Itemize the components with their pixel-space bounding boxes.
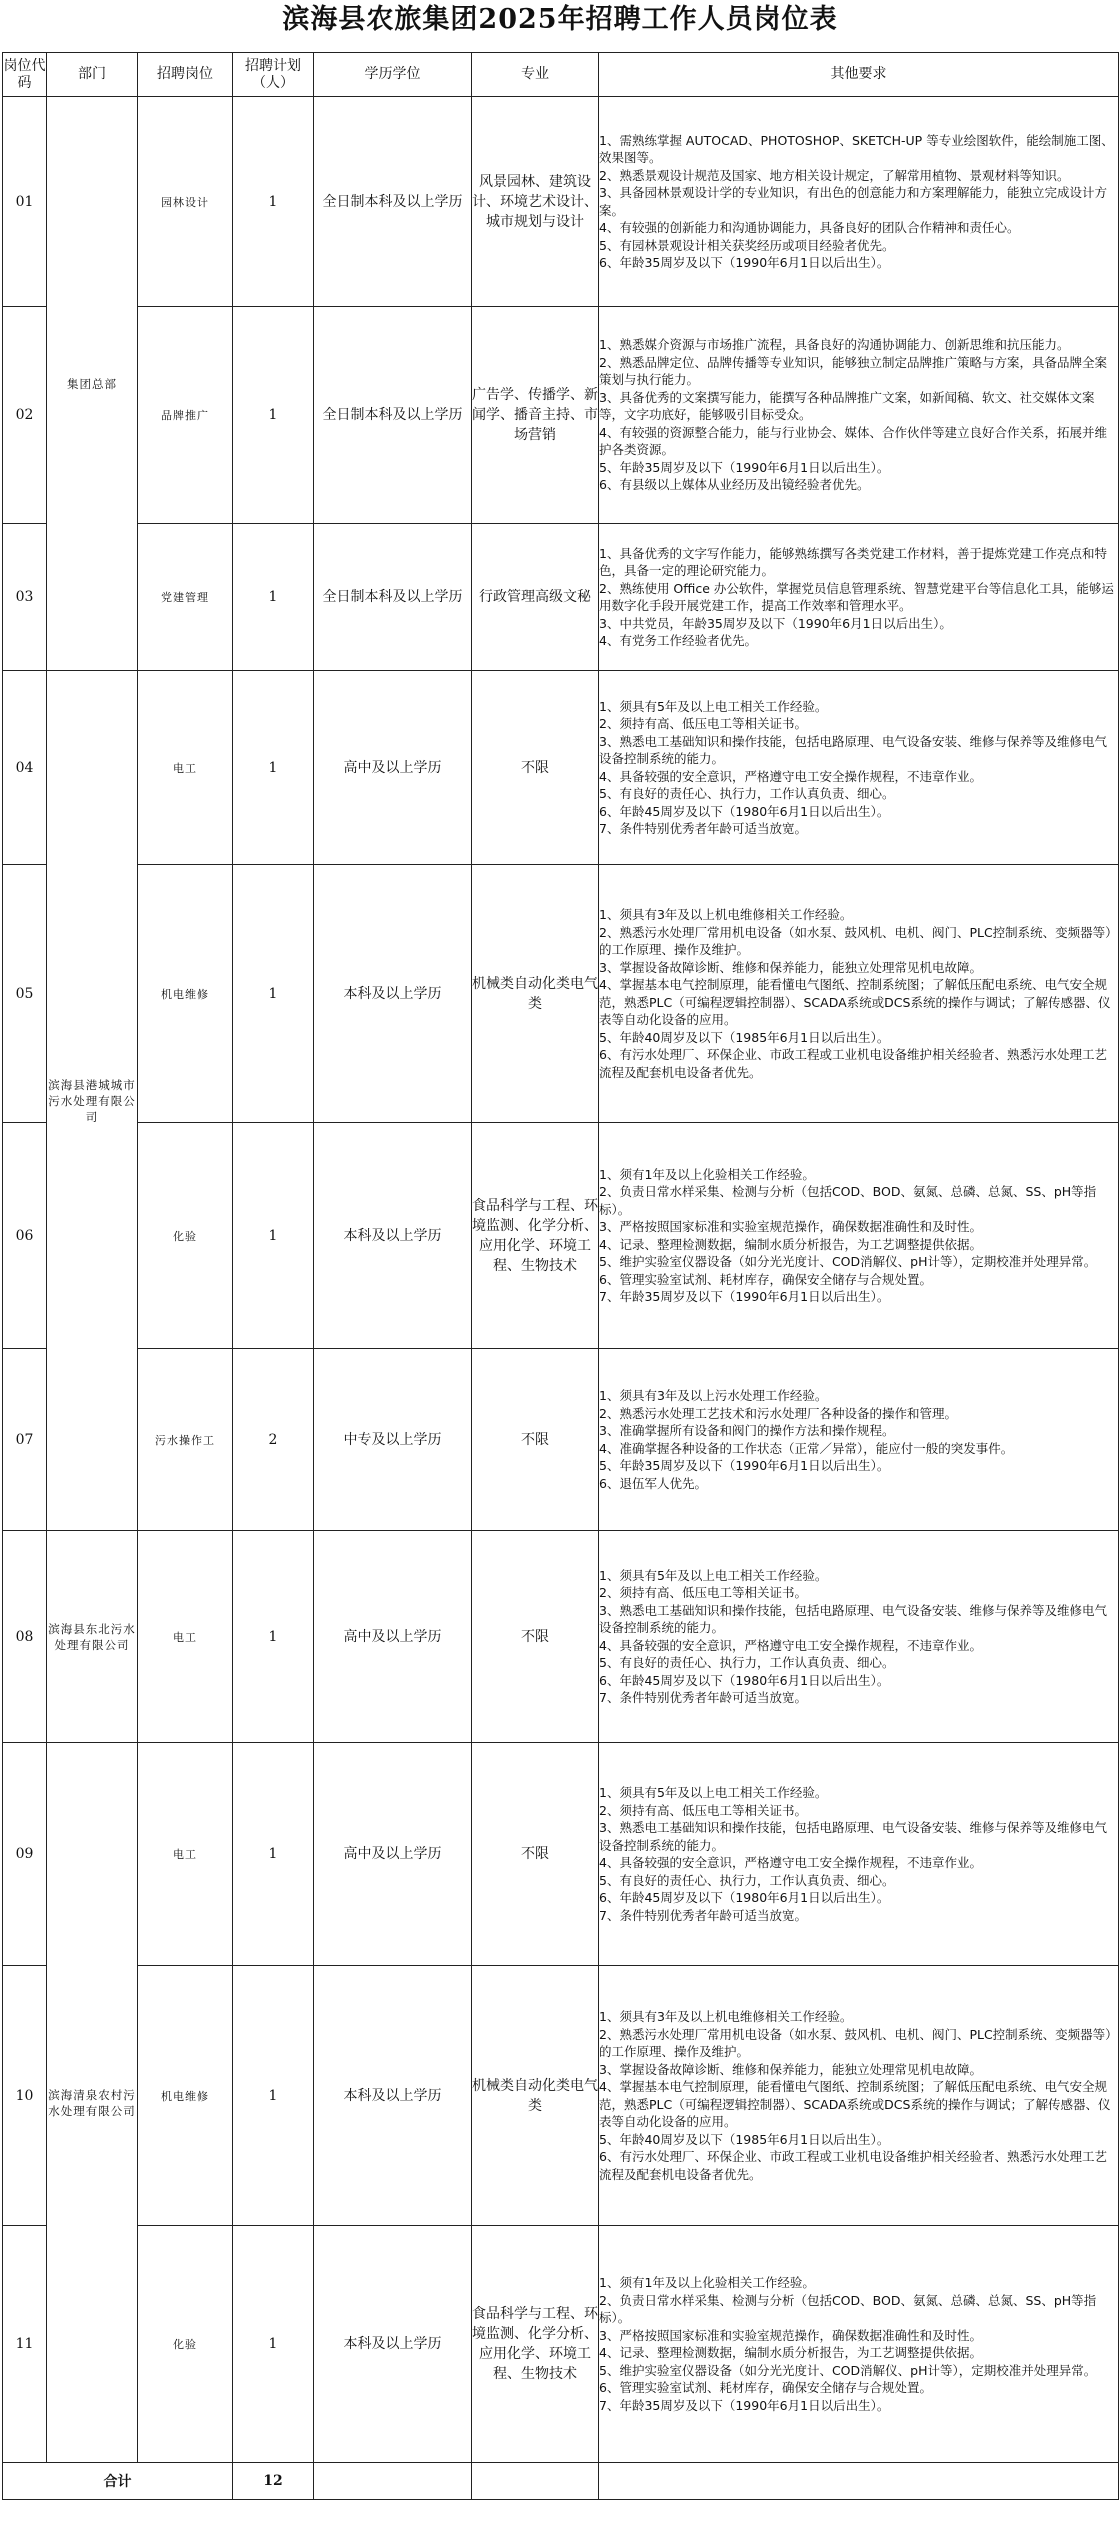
requirement-line: 6、年龄45周岁及以下（1980年6月1日以后出生）。 [599, 1672, 890, 1688]
position-code: 09 [3, 1743, 47, 1966]
empty-cell [599, 2463, 1119, 2500]
total-label: 合计 [3, 2463, 233, 2500]
table-row [3, 524, 1119, 671]
position-name: 电工 [138, 1531, 233, 1743]
requirement-line: 4、有较强的创新能力和沟通协调能力，具备良好的团队合作精神和责任心。 [599, 220, 1020, 235]
requirement-line: 5、年龄40周岁及以下（1985年6月1日以后出生）。 [599, 1029, 890, 1045]
requirement-line: 3、严格按照国家标准和实验室规范操作，确保数据准确性和及时性。 [599, 2327, 982, 2343]
header-row [3, 53, 1119, 97]
requirement-line: 1、须具有5年及以上电工相关工作经验。 [599, 698, 828, 714]
table-row [3, 671, 1119, 865]
requirement-line: 5、年龄35周岁及以下（1990年6月1日以后出生）。 [599, 1458, 890, 1473]
requirements-cell [599, 1966, 1119, 2226]
education-cell: 全日制本科及以上学历 [314, 97, 472, 307]
plan-count: 1 [233, 307, 314, 524]
requirements-cell [599, 307, 1119, 524]
requirement-line: 1、熟悉媒介资源与市场推广流程，具备良好的沟通协调能力、创新思维和抗压能力。 [599, 337, 1070, 353]
requirement-line: 5、有良好的责任心、执行力，工作认真负责、细心。 [599, 786, 895, 801]
requirement-line: 4、具备较强的安全意识，严格遵守电工安全操作规程，不违章作业。 [599, 1637, 982, 1653]
plan-count: 1 [233, 97, 314, 307]
department-cell: 集团总部 [47, 97, 138, 671]
requirement-line: 1、须有1年及以上化验相关工作经验。 [599, 2275, 815, 2290]
major-cell: 广告学、传播学、新闻学、播音主持、市场营销 [472, 307, 599, 524]
major-cell: 不限 [472, 1531, 599, 1743]
header-dept: 部门 [47, 53, 138, 97]
header-position: 招聘岗位 [138, 53, 233, 97]
position-code: 02 [3, 307, 47, 524]
requirement-line: 3、熟悉电工基础知识和操作技能，包括电路原理、电气设备安装、维修与保养等及维修电气设备控制系统的能力。 [599, 1820, 1107, 1853]
requirement-line: 2、负责日常水样采集、检测与分析（包括COD、BOD、氨氮、总磷、总氮、SS、pH等指标）。 [599, 2292, 1097, 2325]
requirements-cell [599, 1349, 1119, 1531]
header-other: 其他要求 [599, 53, 1119, 97]
requirement-line: 4、记录、整理检测数据，编制水质分析报告，为工艺调整提供依据。 [599, 2345, 982, 2360]
requirement-line: 1、须具有3年及以上污水处理工作经验。 [599, 1388, 828, 1403]
requirement-line: 3、准确掌握所有设备和阀门的操作方法和操作规程。 [599, 1423, 895, 1438]
requirement-line: 1、须有1年及以上化验相关工作经验。 [599, 1166, 815, 1182]
table-row [3, 1966, 1119, 2226]
requirement-line: 4、记录、整理检测数据，编制水质分析报告，为工艺调整提供依据。 [599, 1236, 982, 1252]
position-name: 化验 [138, 1123, 233, 1349]
position-code: 10 [3, 1966, 47, 2226]
position-name: 品牌推广 [138, 307, 233, 524]
requirement-line: 5、有园林景观设计相关获奖经历或项目经验者优先。 [599, 237, 895, 253]
header-plan: 招聘计划（人） [233, 53, 314, 97]
requirement-line: 4、有较强的资源整合能力，能与行业协会、媒体、合作伙伴等建立良好合作关系，拓展并维护各类资源。 [599, 424, 1107, 458]
table-row [3, 1123, 1119, 1349]
requirement-line: 3、掌握设备故障诊断、维修和保养能力，能独立处理常见机电故障。 [599, 2061, 982, 2077]
plan-count: 1 [233, 1743, 314, 1966]
requirement-line: 3、具备园林景观设计学的专业知识，有出色的创意能力和方案理解能力，能独立完成设计方案。 [599, 185, 1107, 218]
position-code: 03 [3, 524, 47, 671]
major-cell: 食品科学与工程、环境监测、化学分析、应用化学、环境工程、生物技术 [472, 2226, 599, 2463]
requirement-line: 6、有县级以上媒体从业经历及出镜经验者优先。 [599, 477, 870, 493]
table-row [3, 1531, 1119, 1743]
requirement-line: 3、熟悉电工基础知识和操作技能，包括电路原理、电气设备安装、维修与保养等及维修电气设备控制系统的能力。 [599, 1602, 1107, 1635]
major-cell: 食品科学与工程、环境监测、化学分析、应用化学、环境工程、生物技术 [472, 1123, 599, 1349]
department-cell: 滨海县东北污水处理有限公司 [47, 1531, 138, 1743]
major-cell: 机械类自动化类电气类 [472, 1966, 599, 2226]
requirement-line: 4、有党务工作经验者优先。 [599, 633, 757, 648]
position-name: 机电维修 [138, 865, 233, 1123]
requirement-line: 2、须持有高、低压电工等相关证书。 [599, 1802, 807, 1818]
table-row [3, 865, 1119, 1123]
position-code: 08 [3, 1531, 47, 1743]
requirement-line: 6、管理实验室试剂、耗材库存，确保安全储存与合规处置。 [599, 2380, 932, 2395]
position-name: 机电维修 [138, 1966, 233, 2226]
education-cell: 高中及以上学历 [314, 671, 472, 865]
requirement-line: 6、退伍军人优先。 [599, 1475, 707, 1491]
header-education: 学历学位 [314, 53, 472, 97]
requirement-line: 4、掌握基本电气控制原理，能看懂电气图纸、控制系统图；了解低压配电系统、电气安全规范，熟悉PLC（可编程逻辑控制器）、SCADA系统或DCS系统的操作与调试；了解传感器、仪表等自动化设备的应用。 [599, 977, 1111, 1027]
education-cell: 本科及以上学历 [314, 2226, 472, 2463]
requirement-line: 2、熟悉品牌定位、品牌传播等专业知识，能够独立制定品牌推广策略与方案，具备品牌全案策划与执行能力。 [599, 354, 1107, 388]
plan-count: 1 [233, 671, 314, 865]
major-cell: 不限 [472, 1349, 599, 1531]
requirement-line: 7、条件特别优秀者年龄可适当放宽。 [599, 1690, 807, 1705]
plan-count: 1 [233, 1123, 314, 1349]
department-cell: 滨海清泉农村污水处理有限公司 [47, 1743, 138, 2463]
requirement-line: 2、须持有高、低压电工等相关证书。 [599, 716, 807, 731]
requirements-cell [599, 671, 1119, 865]
requirement-line: 6、有污水处理厂、环保企业、市政工程或工业机电设备维护相关经验者、熟悉污水处理工艺流程及配套机电设备者优先。 [599, 2149, 1107, 2182]
requirements-cell [599, 524, 1119, 671]
requirement-line: 2、熟练使用 Office 办公软件，掌握党员信息管理系统、智慧党建平台等信息化工具，能够运用数字化手段开展党建工作，提高工作效率和管理水平。 [599, 580, 1114, 613]
major-cell: 机械类自动化类电气类 [472, 865, 599, 1123]
education-cell: 本科及以上学历 [314, 865, 472, 1123]
position-name: 园林设计 [138, 97, 233, 307]
requirement-line: 7、条件特别优秀者年龄可适当放宽。 [599, 1907, 807, 1923]
position-name: 污水操作工 [138, 1349, 233, 1531]
position-name: 电工 [138, 1743, 233, 1966]
plan-count: 1 [233, 524, 314, 671]
position-name: 党建管理 [138, 524, 233, 671]
requirement-line: 4、具备较强的安全意识，严格遵守电工安全操作规程，不违章作业。 [599, 768, 982, 784]
requirement-line: 7、年龄35周岁及以下（1990年6月1日以后出生）。 [599, 2397, 890, 2413]
requirement-line: 4、具备较强的安全意识，严格遵守电工安全操作规程，不违章作业。 [599, 1855, 982, 1870]
requirement-line: 6、年龄45周岁及以下（1980年6月1日以后出生）。 [599, 803, 890, 819]
education-cell: 全日制本科及以上学历 [314, 307, 472, 524]
plan-count: 1 [233, 865, 314, 1123]
department-cell: 滨海县港城城市污水处理有限公司 [47, 671, 138, 1531]
requirement-line: 2、熟悉污水处理厂常用机电设备（如水泵、鼓风机、电机、阀门、PLC控制系统、变频器等）的工作原理、操作及维护。 [599, 2026, 1118, 2059]
position-code: 05 [3, 865, 47, 1123]
requirement-line: 7、年龄35周岁及以下（1990年6月1日以后出生）。 [599, 1289, 890, 1304]
table-row [3, 307, 1119, 524]
requirement-line: 2、熟悉污水处理工艺技术和污水处理厂各种设备的操作和管理。 [599, 1405, 957, 1421]
requirement-line: 6、年龄45周岁及以下（1980年6月1日以后出生）。 [599, 1890, 890, 1905]
table-row [3, 1743, 1119, 1966]
requirement-line: 1、须具有3年及以上机电维修相关工作经验。 [599, 2009, 853, 2024]
requirement-line: 1、须具有5年及以上电工相关工作经验。 [599, 1785, 828, 1800]
education-cell: 高中及以上学历 [314, 1531, 472, 1743]
position-code: 04 [3, 671, 47, 865]
requirement-line: 2、熟悉污水处理厂常用机电设备（如水泵、鼓风机、电机、阀门、PLC控制系统、变频器等）的工作原理、操作及维护。 [599, 924, 1118, 957]
major-cell: 不限 [472, 671, 599, 865]
major-cell: 行政管理高级文秘 [472, 524, 599, 671]
requirement-line: 6、管理实验室试剂、耗材库存，确保安全储存与合规处置。 [599, 1271, 932, 1287]
requirement-line: 1、须具有5年及以上电工相关工作经验。 [599, 1567, 828, 1583]
document-title: 滨海县农旅集团2025年招聘工作人员岗位表 [282, 4, 838, 35]
requirement-line: 7、条件特别优秀者年龄可适当放宽。 [599, 821, 807, 836]
plan-count: 1 [233, 2226, 314, 2463]
requirement-line: 3、掌握设备故障诊断、维修和保养能力，能独立处理常见机电故障。 [599, 959, 982, 975]
education-cell: 全日制本科及以上学历 [314, 524, 472, 671]
position-table [2, 52, 1119, 2500]
requirement-line: 2、须持有高、低压电工等相关证书。 [599, 1585, 807, 1600]
requirement-line: 5、有良好的责任心、执行力，工作认真负责、细心。 [599, 1655, 895, 1670]
education-cell: 中专及以上学历 [314, 1349, 472, 1531]
total-row [3, 2463, 1119, 2500]
requirement-line: 5、维护实验室仪器设备（如分光光度计、COD消解仪、pH计等），定期校准并处理异常。 [599, 1254, 1097, 1269]
major-cell: 风景园林、建筑设计、环境艺术设计、城市规划与设计 [472, 97, 599, 307]
education-cell: 本科及以上学历 [314, 1966, 472, 2226]
table-row [3, 1349, 1119, 1531]
total-value: 12 [233, 2463, 314, 2500]
requirement-line: 4、准确掌握各种设备的工作状态（正常／异常），能应付一般的突发事件。 [599, 1440, 1014, 1456]
requirement-line: 3、中共党员，年龄35周岁及以下（1990年6月1日以后出生）。 [599, 615, 952, 631]
requirement-line: 1、须具有3年及以上机电维修相关工作经验。 [599, 907, 853, 922]
major-cell: 不限 [472, 1743, 599, 1966]
requirement-line: 6、有污水处理厂、环保企业、市政工程或工业机电设备维护相关经验者、熟悉污水处理工艺流程及配套机电设备者优先。 [599, 1047, 1107, 1080]
position-code: 01 [3, 97, 47, 307]
position-code: 11 [3, 2226, 47, 2463]
table-row [3, 2226, 1119, 2463]
requirement-line: 5、维护实验室仪器设备（如分光光度计、COD消解仪、pH计等），定期校准并处理异常。 [599, 2362, 1097, 2378]
requirement-line: 2、负责日常水样采集、检测与分析（包括COD、BOD、氨氮、总磷、总氮、SS、pH等指标）。 [599, 1184, 1097, 1217]
requirement-line: 3、熟悉电工基础知识和操作技能，包括电路原理、电气设备安装、维修与保养等及维修电气设备控制系统的能力。 [599, 733, 1107, 766]
empty-cell [314, 2463, 472, 2500]
requirement-line: 5、年龄40周岁及以下（1985年6月1日以后出生）。 [599, 2131, 890, 2147]
requirements-cell [599, 865, 1119, 1123]
requirement-line: 4、掌握基本电气控制原理，能看懂电气图纸、控制系统图；了解低压配电系统、电气安全规范，熟悉PLC（可编程逻辑控制器）、SCADA系统或DCS系统的操作与调试；了解传感器、仪表等自动化设备的应用。 [599, 2079, 1111, 2129]
header-major: 专业 [472, 53, 599, 97]
position-name: 电工 [138, 671, 233, 865]
requirement-line: 5、有良好的责任心、执行力，工作认真负责、细心。 [599, 1872, 895, 1888]
requirement-line: 2、熟悉景观设计规范及国家、地方相关设计规定，了解常用植物、景观材料等知识。 [599, 167, 1070, 183]
plan-count: 1 [233, 1531, 314, 1743]
requirement-line: 3、严格按照国家标准和实验室规范操作，确保数据准确性和及时性。 [599, 1219, 982, 1234]
requirements-cell [599, 1743, 1119, 1966]
education-cell: 高中及以上学历 [314, 1743, 472, 1966]
requirement-line: 5、年龄35周岁及以下（1990年6月1日以后出生）。 [599, 459, 890, 475]
education-cell: 本科及以上学历 [314, 1123, 472, 1349]
requirement-line: 6、年龄35周岁及以下（1990年6月1日以后出生）。 [599, 255, 890, 270]
plan-count: 1 [233, 1966, 314, 2226]
requirement-line: 1、具备优秀的文字写作能力，能够熟练撰写各类党建工作材料，善于提炼党建工作亮点和特色，具备一定的理论研究能力。 [599, 545, 1107, 578]
requirements-cell [599, 1123, 1119, 1349]
requirements-cell [599, 1531, 1119, 1743]
position-code: 06 [3, 1123, 47, 1349]
requirement-line: 1、需熟练掌握 AUTOCAD、PHOTOSHOP、SKETCH-UP 等专业绘图软件，能绘制施工图、效果图等。 [599, 132, 1114, 165]
position-code: 07 [3, 1349, 47, 1531]
requirements-cell [599, 97, 1119, 307]
position-name: 化验 [138, 2226, 233, 2463]
plan-count: 2 [233, 1349, 314, 1531]
empty-cell [472, 2463, 599, 2500]
table-row [3, 97, 1119, 307]
header-code: 岗位代码 [3, 53, 47, 97]
requirement-line: 3、具备优秀的文案撰写能力，能撰写各种品牌推广文案，如新闻稿、软文、社交媒体文案等，文字功底好，能够吸引目标受众。 [599, 389, 1095, 423]
requirements-cell [599, 2226, 1119, 2463]
